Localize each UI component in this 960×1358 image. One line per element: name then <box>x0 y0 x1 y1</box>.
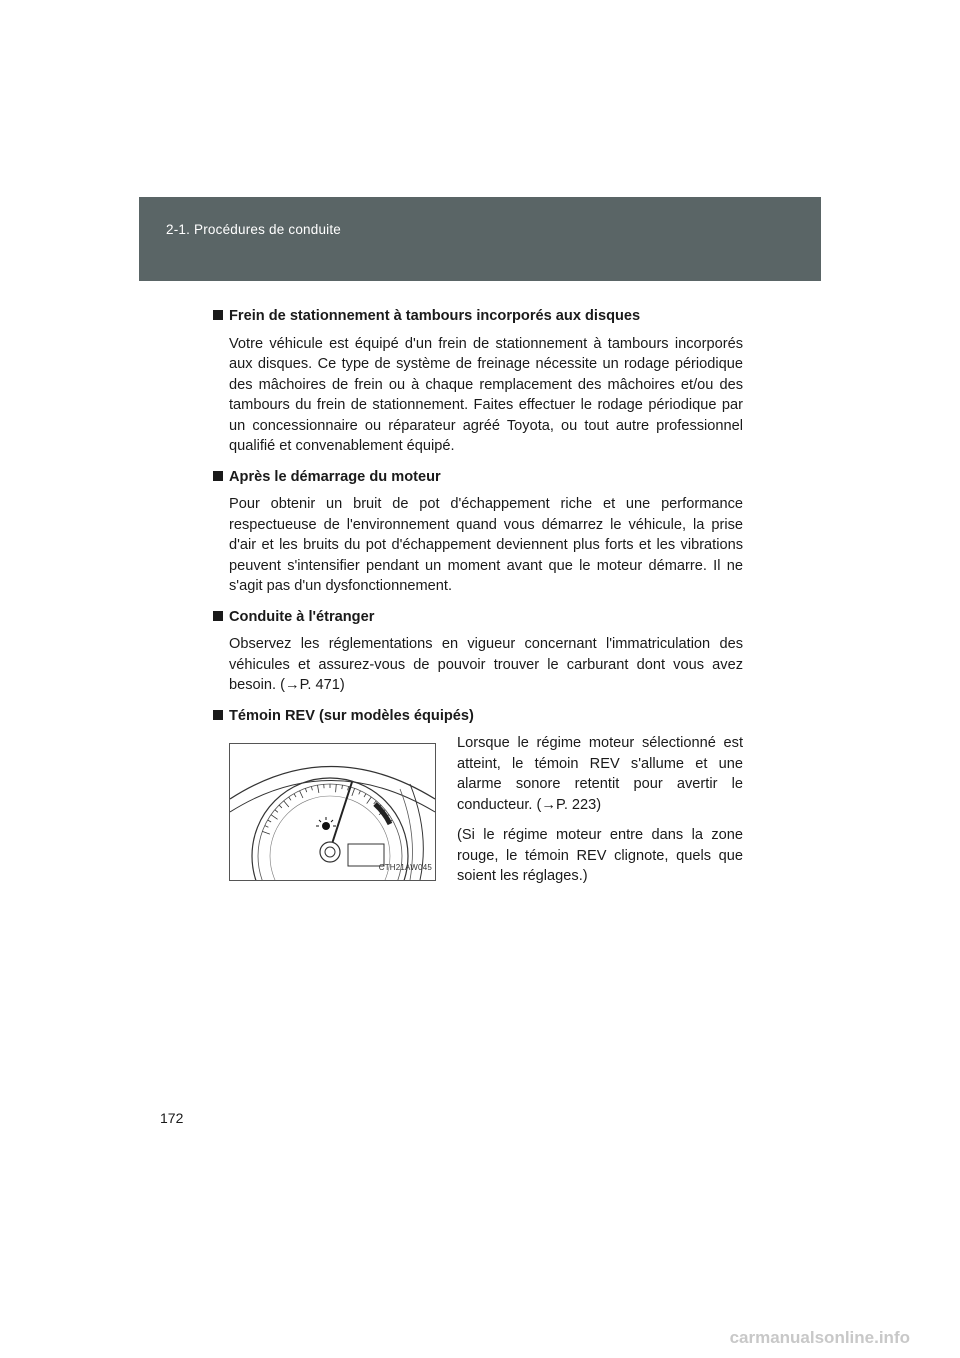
gauge-tick <box>305 788 306 792</box>
gauge-tick <box>265 826 269 828</box>
gauge-tick <box>294 794 296 797</box>
square-bullet-icon <box>213 611 223 621</box>
square-bullet-icon <box>213 710 223 720</box>
section-parking-brake <box>213 306 743 457</box>
gauge-tick <box>342 785 343 789</box>
section-heading-text: Frein de stationnement à tambours incorporés aux disques <box>229 308 641 324</box>
section-rev-indicator <box>213 706 743 894</box>
gauge-tick <box>317 785 318 793</box>
section-heading-text: Après le démarrage du moteur <box>229 468 441 485</box>
section-driving-abroad <box>213 607 743 696</box>
gauge-tick <box>311 786 312 790</box>
square-bullet-icon <box>213 471 223 481</box>
gauge-tick <box>359 791 361 795</box>
page-content <box>213 306 743 903</box>
section-after-engine-start <box>213 467 743 597</box>
gauge-tick <box>289 797 291 800</box>
site-watermark: carmanualsonline.info <box>729 1328 910 1347</box>
chapter-section-title: 2-1. Procédures de conduite <box>166 222 342 237</box>
gauge-tick <box>275 810 278 813</box>
tachometer-illustration <box>229 743 436 881</box>
rev-paragraph: (Si le régime moteur entre dans la zone rouge, le témoin REV clignote, quels que soient les réglages.) <box>457 827 743 884</box>
section-heading-text: Conduite à l'étranger <box>229 608 375 625</box>
rev-indicator-text <box>457 733 743 897</box>
gauge-tick <box>279 805 282 808</box>
section-heading <box>213 607 743 628</box>
chapter-header-band <box>139 197 821 281</box>
rev-paragraph: Lorsque le régime moteur sélectionné est atteint, le témoin REV s'allume et une alarme sonore retentit pour avertir le conducteur. (→P. 223) <box>457 735 743 813</box>
gauge-tick <box>262 831 270 834</box>
gauge-tick <box>271 815 278 820</box>
gauge-tick <box>364 794 366 797</box>
section-body: Votre véhicule est équipé d'un frein de stationnement à tambours incorporés aux disques. Ce type de système de freinage nécessite un rodage périodique des mâchoires de frein ou à chaque remplacement des mâchoires et/ou des tambours du frein de stationnement. Faites effectuer le rodage périodique par un concessionnaire ou réparateur agréé Toyota, ou tout autre professionnel qualifié et convenablement équipé. <box>229 335 743 454</box>
page-number: 172 <box>160 1110 184 1126</box>
gauge-tick <box>284 801 289 807</box>
illustration-code: CTH21AW045 <box>378 862 432 872</box>
gauge-tick <box>300 791 303 798</box>
gauge-tick <box>336 784 337 792</box>
rev-indicator-row <box>213 733 743 893</box>
gauge-tick <box>367 797 372 804</box>
square-bullet-icon <box>213 310 223 320</box>
gauge-tick <box>352 788 355 796</box>
section-heading <box>213 706 743 727</box>
section-heading <box>213 306 743 327</box>
section-body: Pour obtenir un bruit de pot d'échappement riche et une performance respectueuse de l'environnement quand vous démarrez le véhicule, la prise d'air et les bruits du pot d'échappement deviennent plus forts et les vibrations peuvent s'intensifier pendant un moment avant que le moteur démarre. Il ne s'agit pas d'un dysfonctionnement. <box>229 496 743 594</box>
section-body: Observez les réglementations en vigueur concernant l'immatriculation des véhicules et assurez-vous de pouvoir trouver le carburant dont vous avez besoin. (→P. 471) <box>229 636 743 693</box>
section-heading <box>213 467 743 488</box>
gauge-tick <box>268 820 271 822</box>
section-heading-text: Témoin REV (sur modèles équipés) <box>229 707 474 724</box>
